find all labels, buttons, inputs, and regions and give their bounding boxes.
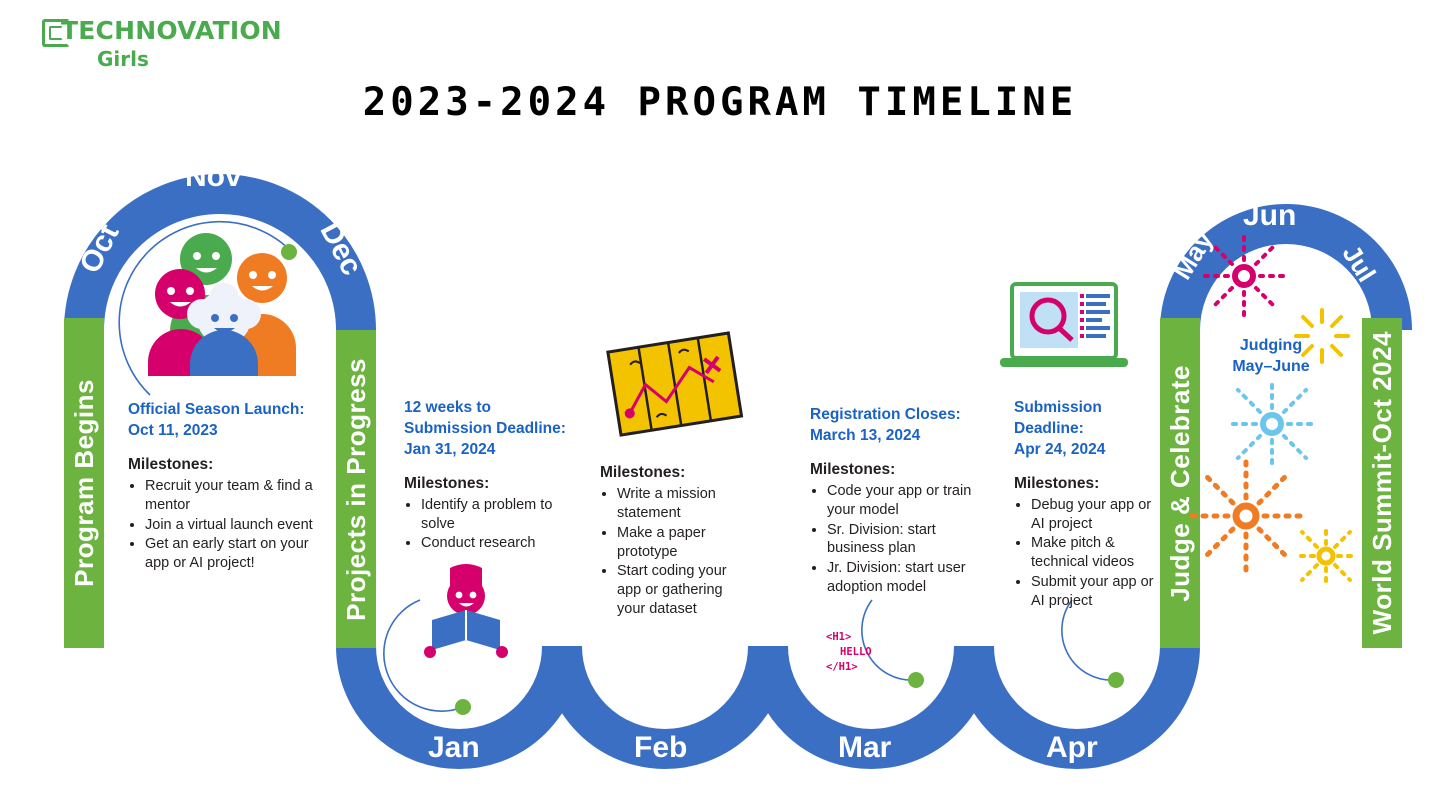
month-label-may: May [1166, 225, 1219, 285]
illustration-fireworks [1188, 228, 1358, 628]
list-item: • Get an early start on your app or AI project! [145, 535, 328, 573]
list-item: • Code your app or train your model [827, 482, 980, 520]
milestones-list-oct [128, 477, 328, 573]
illustration-laptop-review [996, 280, 1132, 384]
phase-bar-world-summit [1362, 318, 1402, 648]
guide-apr [1062, 600, 1116, 680]
illustration-reading [420, 562, 512, 658]
milestones-title-oct: Milestones: [128, 455, 214, 473]
month-label-jun: Jun [1243, 199, 1297, 232]
logo-subtitle: Girls [97, 47, 149, 71]
list-item: • Make a paper prototype [617, 524, 750, 562]
block-heading-oct-line1: Official Season Launch: [128, 401, 305, 418]
page-title: 2023-2024 PROGRAM TIMELINE [362, 80, 1078, 125]
block-heading-apr-line2: Deadline: [1014, 419, 1084, 437]
phase-label-world-summit: World Summit-Oct 2024 [1366, 331, 1397, 635]
block-heading-mar-line2: March 13, 2024 [810, 426, 921, 444]
code-line-3: </H1> [826, 661, 858, 674]
list-item: • Submit your app or AI project [1031, 573, 1154, 611]
milestones-title-jan: Milestones: [404, 474, 490, 492]
milestones-list-mar [810, 482, 980, 597]
phase-label-judge-celebrate: Judge & Celebrate [1164, 364, 1195, 602]
month-label-jan: Jan [428, 731, 480, 764]
milestones-title-feb: Milestones: [600, 464, 686, 481]
dot-jan [455, 699, 471, 715]
milestones-list-apr [1014, 496, 1154, 611]
list-item: • Make pitch & technical videos [1031, 534, 1154, 572]
technovation-logo [42, 14, 302, 76]
judging-caption [1196, 336, 1346, 378]
phase-bar-projects-in-progress [336, 330, 376, 648]
block-heading-mar-line1: Registration Closes: [810, 406, 961, 423]
illustration-team [140, 226, 310, 376]
dot-mar [908, 672, 924, 688]
milestone-block-oct [128, 400, 328, 574]
milestones-title-mar: Milestones: [810, 460, 896, 478]
block-heading-oct-line2: Oct 11, 2023 [128, 421, 218, 439]
list-item: • Recruit your team & find a mentor [145, 477, 328, 515]
block-heading-mar [810, 405, 980, 447]
month-label-feb: Feb [634, 731, 688, 764]
dot-apr [1108, 672, 1124, 688]
block-heading-oct [128, 400, 328, 442]
month-label-nov: Nov [185, 160, 242, 193]
block-heading-jan-line3: Jan 31, 2024 [404, 440, 496, 458]
block-heading-jan-line1: 12 weeks to [404, 399, 492, 416]
illustration-code-snippet [826, 630, 872, 676]
list-item: • Sr. Division: start business plan [827, 521, 980, 559]
list-item: • Debug your app or AI project [1031, 496, 1154, 534]
code-line-2: HELLO [840, 646, 872, 659]
month-label-dec: Dec [313, 216, 369, 281]
milestone-block-apr [1014, 398, 1154, 612]
list-item: • Identify a problem to solve [421, 496, 584, 534]
block-heading-apr-line1: Submission [1014, 399, 1102, 416]
milestones-title-apr: Milestones: [1014, 474, 1100, 492]
code-line-1: <H1> [826, 631, 852, 643]
phase-label-projects-in-progress: Projects in Progress [340, 357, 371, 621]
list-item: • Jr. Division: start user adoption model [827, 559, 980, 597]
logo-wordmark: TECHNOVATION [61, 16, 282, 45]
phase-label-program-begins: Program Begins [68, 379, 99, 587]
judging-line1: Judging [1239, 337, 1303, 354]
milestones-list-feb [600, 485, 750, 619]
block-heading-jan-line2: Submission Deadline: [404, 419, 566, 437]
month-label-jul: Jul [1336, 239, 1382, 288]
list-item: • Join a virtual launch event [145, 516, 328, 535]
milestone-block-jan [404, 398, 584, 554]
month-label-oct: Oct [73, 219, 126, 279]
judging-line2: May–June [1232, 357, 1310, 375]
month-label-apr: Apr [1046, 731, 1098, 764]
phase-bar-program-begins [64, 318, 104, 648]
list-item: • Conduct research [421, 534, 584, 553]
list-item: • Start coding your app or gathering your dataset [617, 562, 750, 619]
illustration-map [602, 330, 748, 442]
milestones-list-jan [404, 496, 584, 554]
block-heading-apr-line3: Apr 24, 2024 [1014, 440, 1106, 458]
milestone-block-mar [810, 405, 980, 598]
milestone-block-feb [600, 464, 750, 620]
block-heading-apr [1014, 398, 1154, 461]
list-item: • Write a mission statement [617, 485, 750, 523]
month-label-mar: Mar [838, 731, 892, 764]
block-heading-jan [404, 398, 584, 461]
